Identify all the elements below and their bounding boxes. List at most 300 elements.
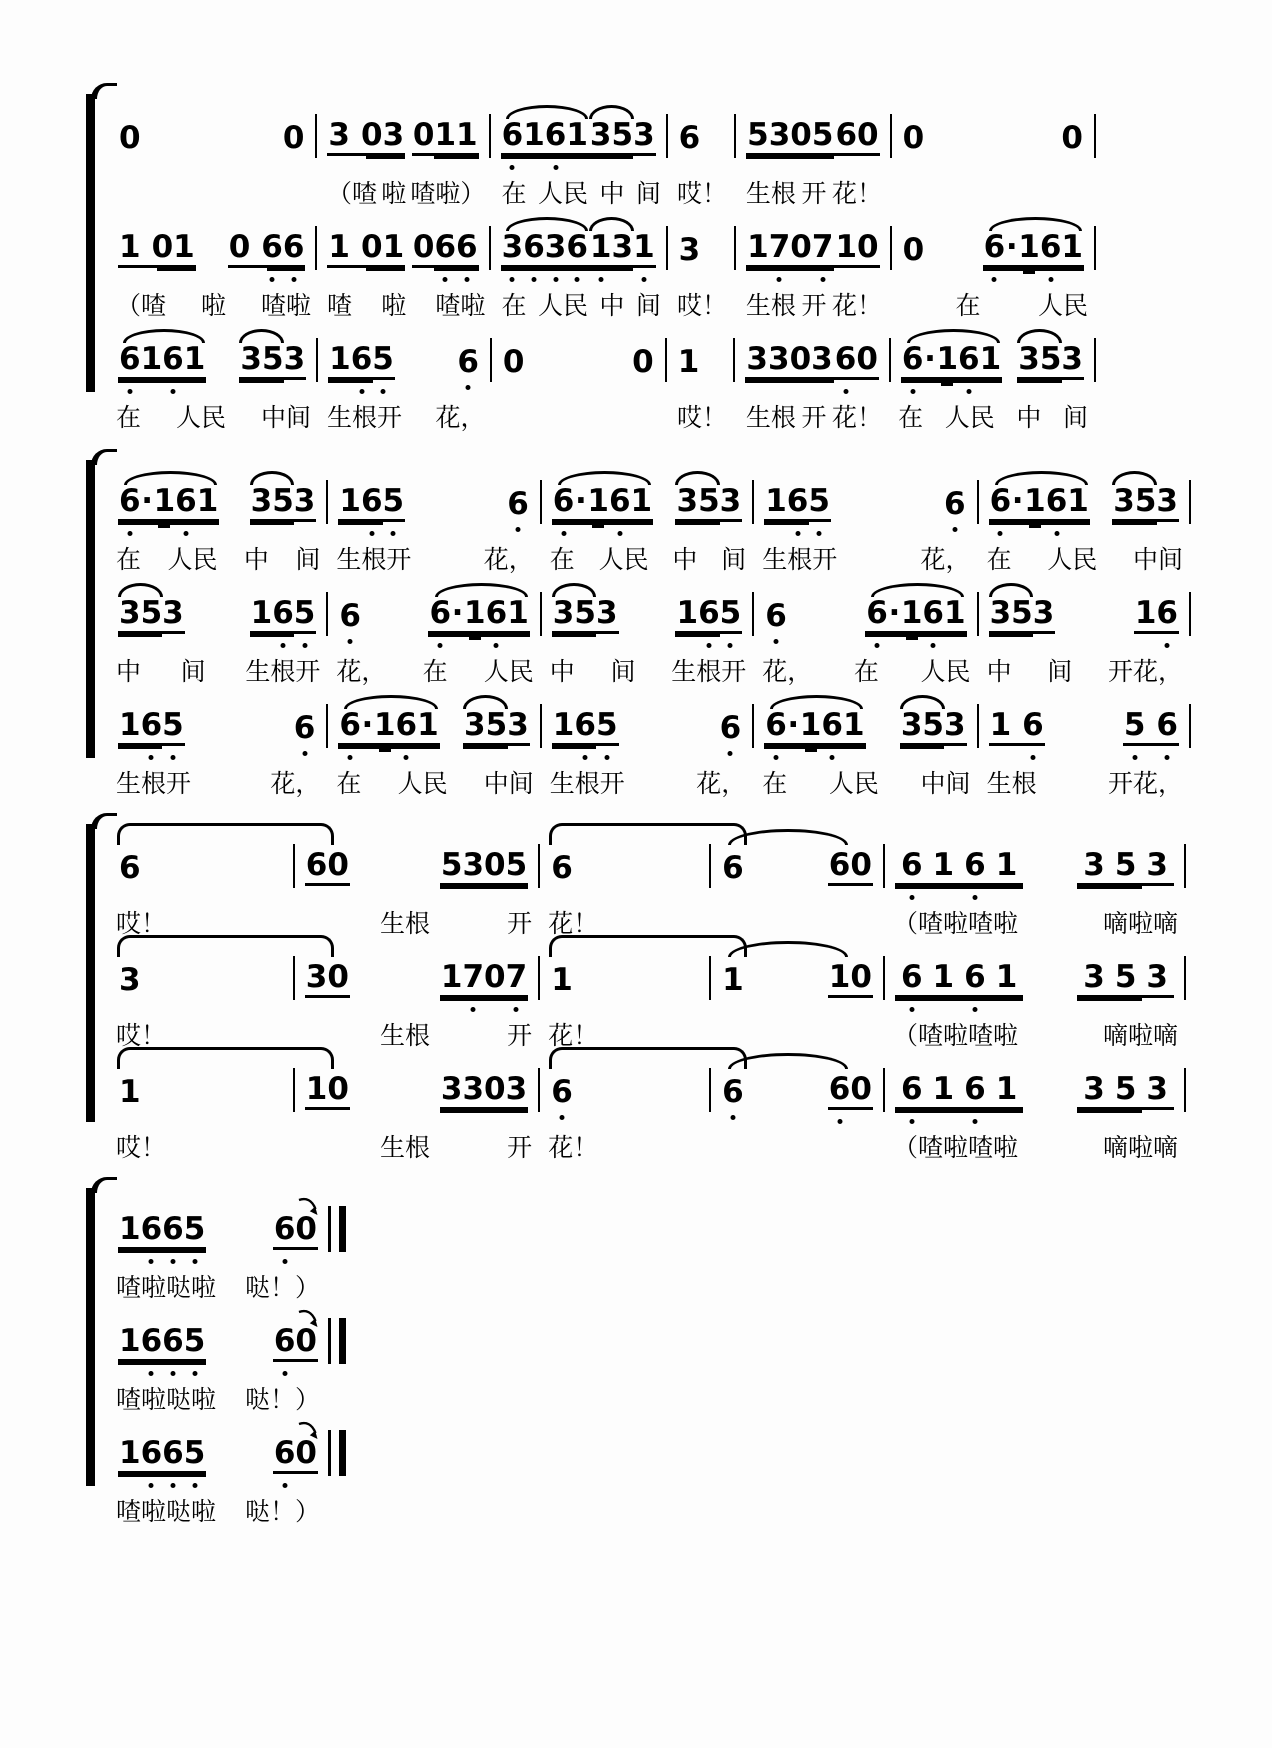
- note-digit: 1: [552, 707, 575, 743]
- note-digit: 1: [119, 1074, 141, 1110]
- note-digit: 0: [484, 847, 506, 883]
- note-group: [1077, 1071, 1174, 1110]
- note-digit: 6: [1156, 598, 1178, 629]
- note-group: [1017, 341, 1084, 380]
- note-digit: ·: [141, 483, 153, 519]
- lyric-syllable: 间: [635, 291, 661, 320]
- note-digit: ·: [451, 595, 464, 631]
- lyric-measure: [890, 398, 1096, 434]
- note-group: [675, 595, 742, 634]
- note-digit: 0: [295, 1323, 317, 1359]
- note-digit: 3: [328, 117, 350, 153]
- lyric-syllable: 生根开: [671, 657, 747, 686]
- note-group: [902, 120, 926, 156]
- note-group: [305, 959, 350, 998]
- note-digit: 1: [440, 959, 463, 995]
- gliss-down-arrow-icon: [296, 1420, 322, 1442]
- note-digit: 3: [1018, 341, 1040, 377]
- note-digit: 5: [698, 483, 720, 519]
- beam-line: [239, 380, 283, 383]
- note-group: [273, 1435, 318, 1474]
- system-parts: [108, 822, 1186, 1162]
- note-digit: 1: [434, 117, 457, 153]
- beam-line: [118, 634, 162, 637]
- note-digit: 5: [596, 710, 618, 741]
- lyric-measure: [108, 1380, 328, 1416]
- note-digit: 6: [553, 486, 575, 517]
- lyric-syllable: 在: [898, 403, 924, 432]
- note-digit: 0: [228, 229, 251, 265]
- note-digit: 1: [932, 1071, 955, 1107]
- note-digit: 3: [589, 117, 612, 153]
- octave-dot: [972, 895, 977, 900]
- system-1-voice-2: [108, 224, 1096, 320]
- octave-dot: [909, 895, 914, 900]
- note-digit: 6: [901, 1074, 923, 1105]
- note-group: [1077, 959, 1174, 998]
- note-digit: 0: [119, 120, 141, 156]
- beam-line: [118, 746, 162, 749]
- note-digit: 5: [505, 847, 528, 883]
- beam-line: [440, 998, 528, 1001]
- note-group: [722, 266, 724, 268]
- lyric-syllable: 人民: [828, 769, 879, 798]
- lyric-syllable: 中间: [1132, 545, 1183, 574]
- lyric-syllable: 喳啦哒啦: [116, 1385, 217, 1414]
- octave-dot: [494, 643, 499, 648]
- note-digit: 1: [329, 341, 351, 377]
- system-1-voice-1: [108, 112, 1096, 208]
- beam-line: [1077, 998, 1141, 1001]
- system-1: [86, 92, 1096, 432]
- measure: [108, 1320, 328, 1364]
- lyric-syllable: 生根: [986, 769, 1037, 798]
- lyric-syllable: 嘀啦嘀: [1102, 1133, 1178, 1162]
- octave-dot: [553, 165, 558, 170]
- score-sheet: [86, 92, 1272, 1526]
- note-digit: 0: [361, 229, 383, 265]
- note-group: [989, 595, 1056, 634]
- notes-row: [108, 1318, 328, 1364]
- lyric-syllable: 中: [116, 657, 142, 686]
- system-3-voice-2: [108, 954, 1186, 1050]
- note-group: [305, 847, 350, 886]
- beam-line: [250, 522, 294, 525]
- beam-line: [250, 634, 294, 637]
- measure: [108, 844, 295, 888]
- note-digit: 3: [119, 962, 141, 998]
- note-group: [273, 1211, 318, 1250]
- lyric-syllable: 间: [1047, 657, 1073, 686]
- octave-dot: [438, 643, 443, 648]
- measure: [540, 956, 711, 1000]
- note-digit: 6: [175, 486, 197, 517]
- beam-line: [552, 634, 596, 637]
- lyric-syllable: 开花，: [1107, 769, 1183, 798]
- note-group: [412, 117, 479, 156]
- beam-line: [501, 268, 589, 271]
- lyric-syllable: 花，: [762, 657, 813, 686]
- beam-line: [463, 746, 507, 749]
- lyric-syllable: 花！: [548, 1021, 599, 1050]
- note-group: [589, 117, 656, 156]
- measure: [892, 114, 1096, 158]
- lyrics-row: [108, 1128, 1186, 1162]
- note-group: [552, 595, 619, 634]
- note-digit: 1: [250, 595, 273, 631]
- note-group: [282, 120, 306, 156]
- lyric-measure: [669, 174, 738, 210]
- note-group: [589, 229, 656, 268]
- gliss-down-arrow-icon: [296, 1308, 322, 1330]
- lyric-syllable: 间: [1062, 403, 1088, 432]
- note-digit: 3: [1032, 595, 1055, 631]
- measure: [108, 480, 328, 524]
- system-2-voice-1: [108, 478, 1191, 574]
- note-digit: 6: [828, 847, 851, 883]
- octave-dot: [817, 531, 822, 536]
- note-group: [722, 154, 724, 156]
- note-digit: 5: [383, 486, 405, 517]
- note-digit: 6: [964, 962, 986, 993]
- beam-line: [118, 1250, 206, 1253]
- lyric-measure: [754, 652, 978, 688]
- notes-row: [108, 224, 1096, 270]
- note-digit: 1: [943, 595, 966, 631]
- note-digit: 0: [850, 959, 872, 995]
- beam-stub: [941, 383, 953, 386]
- lyric-syllable: 生根开: [762, 545, 838, 574]
- lyric-syllable: 花！: [548, 1133, 599, 1162]
- system-2: [86, 458, 1191, 798]
- lyrics-row: [108, 174, 1096, 208]
- note-digit: 6: [835, 344, 857, 375]
- note-digit: 6: [507, 489, 529, 520]
- note-digit: 5: [162, 710, 184, 741]
- note-digit: 3: [462, 847, 485, 883]
- note-digit: 0: [327, 1071, 349, 1107]
- note-group: [895, 1071, 1023, 1110]
- lyric-syllable: 间: [635, 179, 661, 208]
- note-group: [719, 710, 743, 746]
- octave-dot: [127, 531, 132, 536]
- lyric-measure: [493, 398, 668, 434]
- note-digit: 1: [119, 707, 141, 743]
- octave-dot: [910, 389, 915, 394]
- lyric-syllable: 中: [599, 291, 625, 320]
- note-digit: 6: [162, 1214, 184, 1245]
- measure: [295, 956, 540, 1000]
- octave-dot: [170, 755, 175, 760]
- lyric-syllable: 生根: [745, 291, 796, 320]
- measure: [542, 704, 754, 748]
- note-digit: 0: [295, 1211, 317, 1247]
- note-group: [281, 884, 283, 886]
- measure: [754, 592, 978, 636]
- note-group: [943, 486, 967, 522]
- note-digit: 5: [720, 598, 742, 629]
- lyric-syllable: 人民: [537, 179, 588, 208]
- system-parts: [108, 458, 1191, 798]
- note-digit: 3: [293, 483, 316, 519]
- note-group: [697, 1108, 699, 1110]
- octave-dot: [170, 1259, 175, 1264]
- measure: [317, 226, 490, 270]
- note-digit: 5: [140, 595, 163, 631]
- lyric-syllable: 人民: [175, 403, 226, 432]
- note-group: [834, 229, 879, 268]
- lyric-syllable: 中: [672, 545, 698, 574]
- beam-line: [440, 1110, 528, 1113]
- note-group: [1112, 483, 1179, 522]
- beam-stub: [158, 525, 170, 528]
- note-group: [901, 341, 1002, 380]
- note-group: [118, 707, 185, 746]
- note-digit: 6: [609, 486, 631, 517]
- lyric-syllable: 花！: [548, 909, 599, 938]
- lyric-measure: [108, 1268, 328, 1304]
- beam-stub: [1029, 525, 1041, 528]
- lyric-measure: [108, 652, 328, 688]
- note-digit: 1: [747, 229, 769, 265]
- system-parts: [108, 1186, 328, 1526]
- lyric-syllable: （喳啦喳啦: [892, 1021, 1018, 1050]
- note-digit: 6: [119, 850, 141, 886]
- note-digit: 1: [765, 483, 787, 519]
- lyric-measure: [885, 904, 1186, 940]
- note-digit: 6: [821, 710, 843, 741]
- lyric-syllable: 人民: [1037, 291, 1088, 320]
- lyric-measure: [738, 174, 890, 210]
- note-group: [273, 1323, 318, 1362]
- note-group: [118, 595, 185, 634]
- lyric-measure: [738, 398, 890, 434]
- lyric-syllable: 开: [801, 403, 827, 432]
- lyric-syllable: 花，: [435, 403, 486, 432]
- note-group: [281, 996, 283, 998]
- beam-line: [746, 156, 834, 159]
- measure: [711, 844, 885, 888]
- note-digit: 0: [902, 232, 925, 268]
- note-group: [552, 707, 619, 746]
- lyric-syllable: 花！: [832, 291, 883, 320]
- notes-row: [108, 1206, 328, 1252]
- octave-dot: [192, 1371, 197, 1376]
- note-digit: 1: [587, 486, 609, 517]
- measure: [540, 844, 711, 888]
- lyric-syllable: 花，: [920, 545, 971, 574]
- lyric-syllable: 人民: [1047, 545, 1098, 574]
- note-group: [552, 483, 653, 522]
- octave-dot: [774, 755, 779, 760]
- lyric-syllable: 中: [549, 657, 575, 686]
- note-digit: 6: [551, 1077, 573, 1108]
- octave-dot: [531, 277, 536, 282]
- octave-dot: [641, 277, 646, 282]
- octave-dot: [515, 527, 520, 532]
- lyric-syllable: 开花，: [1107, 657, 1183, 686]
- note-digit: 6: [964, 850, 986, 881]
- lyric-measure: [108, 904, 295, 940]
- note-digit: 3: [240, 341, 262, 377]
- note-digit: 6: [574, 710, 596, 741]
- note-group: [902, 232, 926, 268]
- note-group: [250, 595, 317, 634]
- lyric-measure: [328, 764, 541, 800]
- beam-line: [1077, 886, 1141, 889]
- note-digit: 5: [440, 847, 463, 883]
- note-digit: 6: [162, 1438, 184, 1469]
- note-digit: 5: [1114, 847, 1137, 883]
- note-group: [834, 341, 879, 380]
- octave-dot: [553, 277, 558, 282]
- note-digit: 1: [119, 229, 141, 265]
- note-digit: 6: [429, 598, 451, 629]
- beam-line: [366, 156, 405, 159]
- octave-dot: [291, 277, 296, 282]
- note-group: [118, 229, 196, 268]
- note-digit: 1: [119, 1211, 141, 1247]
- note-group: [745, 341, 833, 380]
- note-digit: 6: [274, 1326, 296, 1357]
- lyric-measure: [295, 1016, 540, 1052]
- note-digit: 0: [484, 1071, 506, 1107]
- measure: [318, 338, 492, 382]
- note-digit: 5: [922, 707, 944, 743]
- measure: [328, 480, 541, 524]
- note-digit: 1: [154, 486, 176, 517]
- measure: [317, 114, 490, 158]
- octave-dot: [282, 1259, 287, 1264]
- note-digit: 6: [765, 601, 787, 632]
- note-digit: 1: [995, 847, 1018, 883]
- octave-dot: [149, 1483, 154, 1488]
- note-digit: 3: [250, 483, 273, 519]
- note-digit: 6: [1022, 710, 1044, 741]
- measure: [979, 704, 1191, 748]
- note-digit: 3: [464, 707, 486, 743]
- note-group: [746, 117, 834, 156]
- octave-dot: [909, 1007, 914, 1012]
- system-4-voice-1: [108, 1206, 328, 1302]
- note-digit: 3: [507, 707, 529, 743]
- beam-line: [434, 156, 478, 159]
- note-digit: 6: [545, 120, 567, 151]
- note-digit: 1: [590, 232, 612, 263]
- beam-stub: [906, 637, 918, 640]
- note-digit: 6: [162, 344, 184, 375]
- note-group: [428, 595, 529, 634]
- system-4: [86, 1186, 328, 1526]
- lyric-syllable: 生根开: [336, 545, 412, 574]
- beam-line: [118, 1362, 206, 1365]
- notes-row: [108, 590, 1191, 636]
- note-digit: 3: [162, 595, 184, 631]
- note-group: [746, 229, 834, 268]
- note-group: [1123, 707, 1179, 746]
- note-group: [118, 1211, 206, 1250]
- beam-stub: [805, 749, 817, 752]
- notes-row: [108, 842, 1186, 888]
- note-digit: 5: [184, 1214, 206, 1245]
- note-digit: 1: [932, 959, 955, 995]
- note-digit: 6: [162, 1326, 184, 1357]
- lyric-syllable: 在: [955, 291, 981, 320]
- lyric-syllable: 在: [422, 657, 448, 686]
- note-digit: ·: [924, 341, 936, 377]
- note-digit: 5: [611, 117, 634, 153]
- note-digit: 6: [787, 486, 809, 517]
- measure: [754, 480, 978, 524]
- note-digit: 3: [943, 707, 966, 743]
- note-digit: 6: [901, 962, 923, 993]
- note-group: [828, 847, 873, 886]
- octave-dot: [302, 643, 307, 648]
- note-digit: 6: [902, 344, 924, 375]
- note-digit: 5: [1114, 1071, 1137, 1107]
- lyric-measure: [711, 904, 885, 940]
- beam-stub: [379, 749, 391, 752]
- beam-line: [338, 522, 382, 525]
- slur-arc: [728, 829, 847, 845]
- note-group: [675, 483, 742, 522]
- lyric-syllable: （喳: [116, 291, 167, 320]
- note-digit: 0: [295, 1435, 317, 1471]
- note-digit: 6: [901, 850, 923, 881]
- system-brace: [86, 822, 100, 1162]
- note-group: [900, 707, 967, 746]
- tie-arc: [549, 823, 748, 845]
- note-digit: 6: [1046, 486, 1068, 517]
- lyric-syllable: 在: [549, 545, 575, 574]
- note-digit: 6: [1040, 232, 1062, 263]
- system-3-voice-1: [108, 842, 1186, 938]
- note-group: [1060, 120, 1084, 156]
- note-group: [327, 117, 405, 156]
- lyric-measure: [108, 286, 319, 322]
- beam-line: [589, 156, 633, 159]
- lyric-syllable: 人民: [944, 403, 995, 432]
- note-digit: 1: [835, 229, 858, 265]
- note-group: [118, 1074, 142, 1110]
- measure: [295, 1068, 540, 1112]
- octave-dot: [830, 755, 835, 760]
- lyric-syllable: 生根: [379, 1021, 430, 1050]
- beam-stub: [592, 525, 604, 528]
- measure: [108, 956, 295, 1000]
- octave-dot: [471, 1007, 476, 1012]
- lyric-syllable: 中: [599, 179, 625, 208]
- lyric-syllable: 生根开: [549, 769, 625, 798]
- note-digit: 3: [989, 595, 1012, 631]
- note-digit: 1: [456, 117, 478, 153]
- octave-dot: [270, 277, 275, 282]
- note-digit: 6: [958, 344, 980, 375]
- beam-line: [675, 634, 719, 637]
- note-digit: 0: [632, 344, 654, 380]
- note-digit: 3: [1061, 341, 1083, 377]
- octave-dot: [149, 1371, 154, 1376]
- note-digit: 6: [678, 120, 701, 156]
- beam-line: [434, 268, 478, 271]
- notes-row: [108, 1430, 328, 1476]
- note-group: [501, 229, 589, 268]
- lyric-measure: [493, 174, 668, 210]
- note-group: [631, 344, 655, 380]
- note-digit: 0: [857, 117, 879, 153]
- note-digit: 1: [566, 117, 588, 153]
- octave-dot: [302, 751, 307, 756]
